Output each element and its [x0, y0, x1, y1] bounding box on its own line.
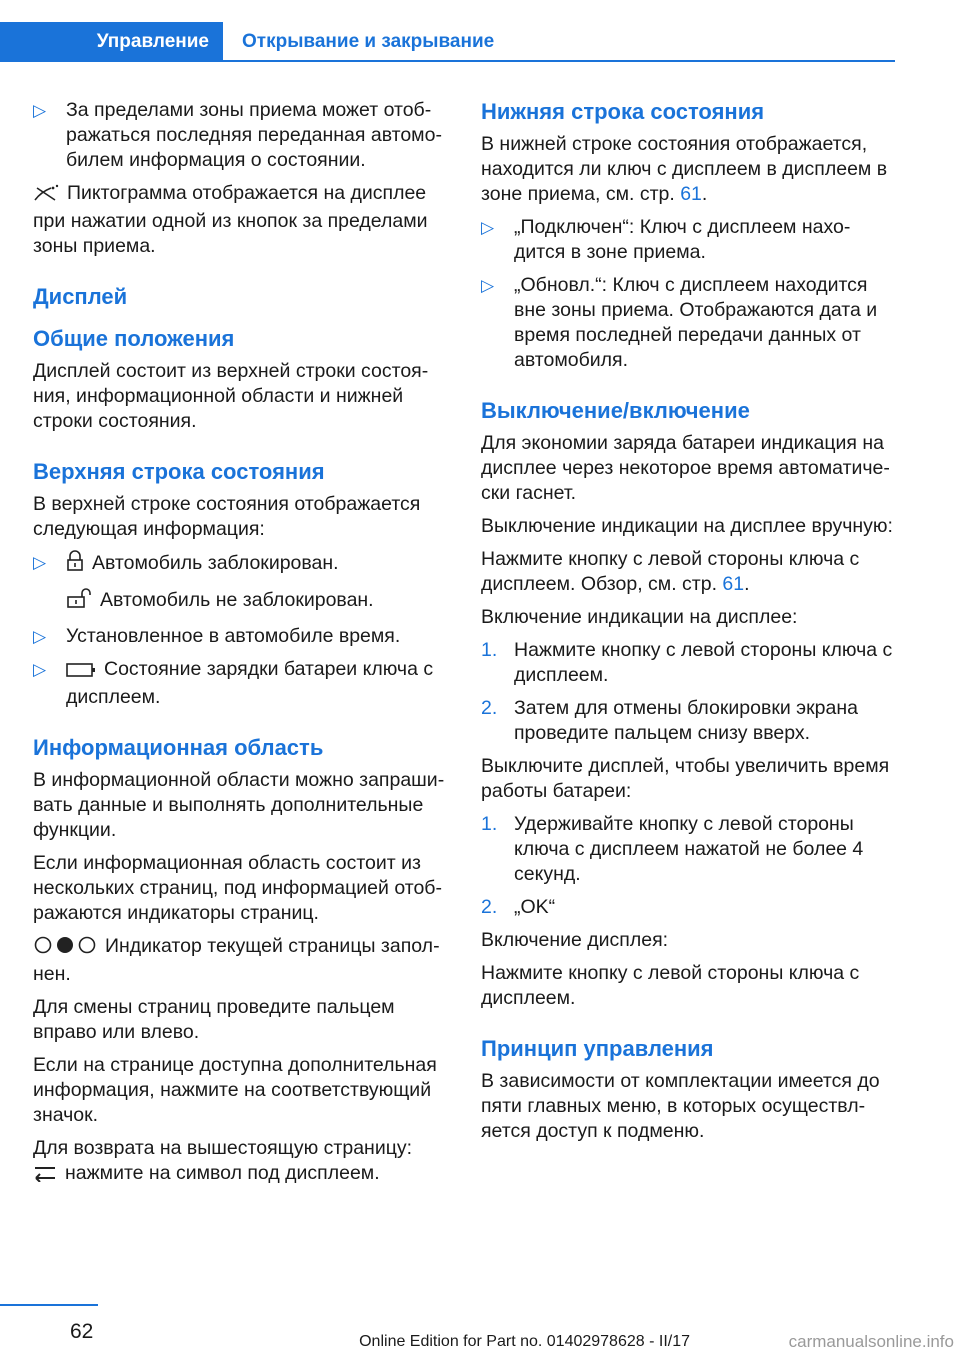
page-header: [0, 22, 895, 62]
paragraph: В верхней строке состояния отображается следующая информация:: [33, 493, 421, 540]
triangle-bullet-icon: ▷: [481, 276, 495, 295]
page-dots-icon: [33, 935, 97, 962]
paragraph: Включение индикации на дисплее:: [481, 606, 798, 628]
paragraph: Если на странице доступна дополнительная информация, нажмите на соответствующий значок.: [33, 1054, 437, 1126]
list-item: ▷ Состояние зарядки батареи ключа с дисплеем.: [33, 658, 434, 708]
left-column: [33, 98, 445, 1197]
heading-display: Дисплей: [33, 284, 128, 309]
watermark: carmanualsonline.info: [788, 1332, 954, 1351]
paragraph: Индикатор текущей страницы заполнен.: [33, 935, 440, 985]
lock-open-icon: [66, 587, 92, 616]
numbered-item: 2. Затем для отмены блокировки экрана проведите пальцем снизу вверх.: [481, 697, 858, 744]
paragraph: В информационной области можно запрашивать данные и выполнять дополнительные функции.: [33, 769, 445, 841]
heading-principle: Принцип управления: [481, 1036, 714, 1061]
paragraph: Нажмите кнопку с левой стороны ключа с дисплеем. Обзор, см. стр. 61.: [481, 548, 860, 595]
heading-upper-status: Верхняя строка состояния: [33, 459, 325, 484]
triangle-bullet-icon: ▷: [481, 218, 495, 237]
list-item: ▷ За пределами зоны приема может отображаться последняя переданная автомобилем информация о состоянии.: [33, 99, 442, 171]
paragraph: Выключение индикации на дисплее вручную:: [481, 515, 893, 537]
list-item: ▷ „Подключен“: Ключ с дисплеем находится в зоне приема.: [481, 216, 851, 263]
header-rule: [0, 60, 895, 62]
paragraph: нажмите на символ под дисплеем.: [33, 1161, 445, 1189]
battery-icon: [66, 660, 96, 685]
paragraph: Нажмите кнопку с левой стороны ключа с дисплеем.: [481, 962, 860, 1009]
list-item: ▷ „Обновл.“: Ключ с дисплеем находится вне зоны приема. Отображаются дата и время последней передачи данных от автомобиля.: [481, 274, 878, 371]
heading-on-off: Выключение/включение: [481, 398, 750, 423]
numbered-item: 1. Удерживайте кнопку с левой стороны ключа с дисплеем нажатой не более 4 секунд.: [481, 813, 864, 885]
section-tab-opening: Открывание и закрывание: [242, 31, 495, 52]
heading-general: Общие положения: [33, 326, 235, 351]
back-arrow-icon: [33, 1164, 57, 1189]
paragraph: Для смены страниц проведите пальцем вправо или влево.: [33, 996, 395, 1043]
edition-text: Online Edition for Part no. 01402978628 - II/17: [359, 1333, 690, 1350]
triangle-bullet-icon: ▷: [33, 660, 47, 679]
paragraph: Включение дисплея:: [481, 929, 669, 951]
list-item: ▷ Автомобиль заблокирован.: [33, 550, 445, 579]
heading-lower-status: Нижняя строка состояния: [481, 99, 765, 124]
paragraph: Для экономии заряда батареи индикация на дисплее через некоторое время автоматически гаснет.: [481, 432, 890, 504]
footer-rule: [0, 1304, 98, 1306]
lock-closed-icon: [66, 550, 84, 579]
list-item: ▷ Установленное в автомобиле время.: [33, 625, 401, 647]
paragraph: Для возврата на вышестоящую страницу:: [33, 1137, 413, 1159]
paragraph: Выключите дисплей, чтобы увеличить время работы батареи:: [481, 755, 890, 802]
list-subitem: Автомобиль не заблокирован.: [33, 587, 445, 616]
paragraph: Если информационная область состоит из нескольких страниц, под информацией отображаются индикаторы страниц.: [33, 852, 442, 924]
page-number: 62: [70, 1320, 94, 1343]
numbered-item: 2. „OK“: [481, 896, 556, 918]
paragraph: Пиктограмма отображается на дисплее при нажатии одной из кнопок за пределами зоны приема.: [33, 182, 428, 257]
paragraph: В зависимости от комплектации имеется до пяти главных меню, в которых осуществляется доступ к подменю.: [481, 1070, 880, 1142]
triangle-bullet-icon: ▷: [33, 627, 47, 646]
section-tab-control: Управление: [0, 22, 223, 62]
heading-info-area: Информационная область: [33, 735, 324, 760]
page-link[interactable]: 61: [722, 573, 745, 595]
no-signal-icon: [33, 184, 59, 209]
paragraph: Дисплей состоит из верхней строки состояния, информационной области и нижней строки состояния.: [33, 360, 429, 432]
numbered-item: 1. Нажмите кнопку с левой стороны ключа с дисплеем.: [481, 639, 893, 686]
right-column: [481, 98, 893, 1152]
page-link[interactable]: 61: [680, 183, 702, 205]
triangle-bullet-icon: ▷: [33, 553, 47, 572]
triangle-bullet-icon: ▷: [33, 101, 47, 120]
paragraph: В нижней строке состояния отображается, находится ли ключ с дисплеем в дисплеем в зоне приема, см. стр. 61.: [481, 133, 888, 205]
